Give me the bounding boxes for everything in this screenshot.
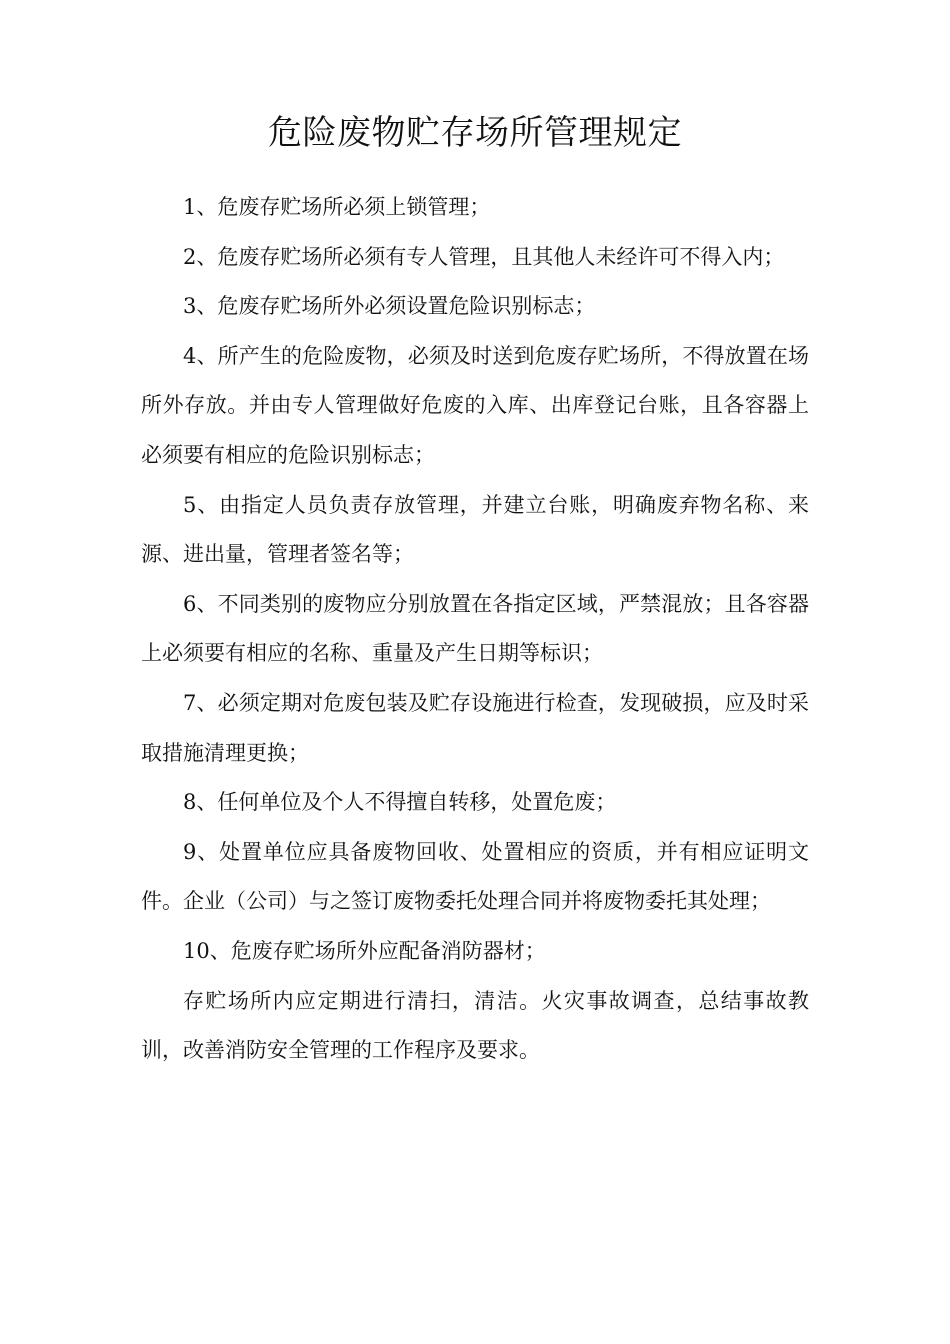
rule-paragraph-4: 4、所产生的危险废物，必须及时送到危废存贮场所，不得放置在场所外存放。并由专人管理做好危废的入库、出库登记台账，且各容器上必须要有相应的危险识别标志； bbox=[141, 343, 809, 467]
rule-paragraph-9: 9、处置单位应具备废物回收、处置相应的资质，并有相应证明文件。企业（公司）与之签订废物委托处理合同并将废物委托其处理； bbox=[141, 839, 809, 914]
rule-paragraph-1: 1、危废存贮场所必须上锁管理； bbox=[183, 195, 491, 219]
rule-paragraph-3: 3、危废存贮场所外必须设置危险识别标志； bbox=[183, 294, 596, 319]
rule-paragraph-7: 7、必须定期对危废包装及贮存设施进行检查，发现破损，应及时采取措施清理更换； bbox=[141, 690, 809, 765]
rule-paragraph-5: 5、由指定人员负责存放管理，并建立台账，明确废弃物名称、来源、进出量，管理者签名等； bbox=[141, 492, 809, 567]
document-title: 危险废物贮存场所管理规定 bbox=[268, 113, 682, 153]
rule-paragraph-8: 8、任何单位及个人不得擅自转移，处置危废； bbox=[183, 790, 617, 815]
closing-paragraph: 存贮场所内应定期进行清扫，清洁。火灾事故调查，总结事故教训，改善消防安全管理的工作程序及要求。 bbox=[141, 988, 809, 1063]
document-body bbox=[141, 183, 809, 1076]
rule-paragraph-2: 2、危废存贮场所必须有专人管理，且其他人未经许可不得入内； bbox=[183, 244, 785, 269]
rule-paragraph-10: 10、危废存贮场所外应配备消防器材； bbox=[183, 938, 546, 963]
rule-paragraph-6: 6、不同类别的废物应分别放置在各指定区域，严禁混放；且各容器上必须要有相应的名称、重量及产生日期等标识； bbox=[141, 591, 809, 666]
